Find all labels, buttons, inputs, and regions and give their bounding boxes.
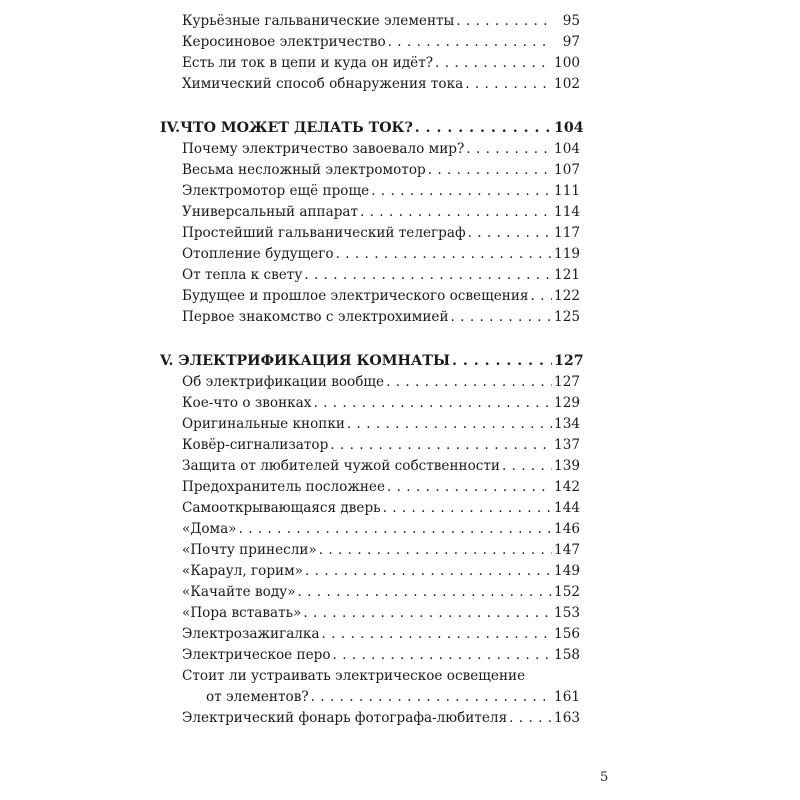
toc-entry[interactable] — [160, 307, 580, 328]
dot-leader — [452, 351, 552, 372]
entry-page: 137 — [554, 437, 580, 453]
toc-entry[interactable] — [160, 244, 580, 265]
entry-page: 144 — [554, 500, 580, 516]
toc-entry[interactable] — [160, 32, 580, 53]
entry-title: Предохранитель посложнее — [182, 479, 386, 495]
toc-entry-multiline-first[interactable] — [160, 666, 580, 687]
dot-leader — [304, 265, 552, 286]
toc-entry[interactable] — [160, 74, 580, 95]
dot-leader — [388, 32, 552, 53]
toc-entry[interactable] — [160, 202, 580, 223]
entry-page: 134 — [554, 416, 580, 432]
chapter-heading-5[interactable] — [160, 351, 584, 372]
toc-entry-multiline-second[interactable] — [160, 687, 580, 708]
chapter-title: IV.ЧТО МОЖЕТ ДЕЛАТЬ ТОК? — [160, 120, 413, 136]
chapter-heading-4[interactable] — [160, 118, 584, 139]
entry-page: 117 — [554, 225, 580, 241]
entry-page: 107 — [554, 162, 580, 178]
table-of-contents — [160, 11, 584, 729]
entry-page: 139 — [554, 458, 580, 474]
dot-leader — [333, 645, 552, 666]
entry-title: Универсальный аппарат — [182, 204, 359, 220]
entry-title: Почему электричество завоевало мир? — [182, 141, 465, 157]
toc-entry[interactable] — [160, 645, 580, 666]
entry-page: 146 — [554, 521, 580, 537]
entry-page: 100 — [554, 55, 580, 71]
entry-title: Ковёр-сигнализатор — [182, 437, 329, 453]
toc-entry[interactable] — [160, 393, 580, 414]
toc-entry[interactable] — [160, 414, 580, 435]
entry-title: Оригинальные кнопки — [182, 416, 345, 432]
dot-leader — [502, 456, 552, 477]
entry-title: Будущее и прошлое электрического освещения — [182, 288, 529, 304]
dot-leader — [330, 435, 552, 456]
entry-title: Курьёзные гальванические элементы — [182, 13, 455, 29]
dot-leader — [311, 687, 552, 708]
entry-page: 161 — [554, 689, 580, 705]
entry-title: Есть ли ток в цепи и куда он идёт? — [182, 55, 434, 71]
dot-leader — [387, 477, 552, 498]
dot-leader — [435, 53, 552, 74]
toc-entry[interactable] — [160, 11, 580, 32]
dot-leader — [303, 603, 552, 624]
toc-entry[interactable] — [160, 435, 580, 456]
entry-title: «Дома» — [182, 521, 237, 537]
entry-title: Электромотор ещё проще — [182, 183, 370, 199]
dot-leader — [305, 561, 552, 582]
entry-title: Отопление будущего — [182, 246, 334, 262]
entry-page: 114 — [554, 204, 580, 220]
dot-leader — [360, 202, 552, 223]
entry-page: 95 — [562, 13, 580, 29]
dot-leader — [509, 708, 552, 729]
entry-title: Электрический фонарь фотографа-любителя — [182, 710, 508, 726]
chapter-title: V. ЭЛЕКТРИФИКАЦИЯ КОМНАТЫ — [160, 353, 451, 369]
page-number: 5 — [600, 770, 609, 785]
entry-page: 127 — [554, 374, 580, 390]
dot-leader — [298, 582, 552, 603]
entry-title: Химический способ обнаружения тока — [182, 76, 464, 92]
toc-entry[interactable] — [160, 603, 580, 624]
entry-title: Защита от любителей чужой собственности — [182, 458, 500, 474]
entry-page: 129 — [554, 395, 580, 411]
dot-leader — [383, 498, 552, 519]
entry-title: Самооткрывающаяся дверь — [182, 500, 381, 516]
dot-leader — [428, 160, 552, 181]
entry-title: «Караул, горим» — [182, 563, 303, 579]
chapter-page: 104 — [554, 120, 584, 136]
entry-page: 122 — [554, 288, 580, 304]
toc-entry[interactable] — [160, 181, 580, 202]
dot-leader — [451, 307, 552, 328]
dot-leader — [322, 624, 552, 645]
section-gap — [160, 328, 580, 351]
entry-title: Простейший гальванический телеграф — [182, 225, 466, 241]
toc-entry[interactable] — [160, 53, 580, 74]
dot-leader — [456, 11, 552, 32]
toc-entry[interactable] — [160, 708, 580, 729]
entry-page: 125 — [554, 309, 580, 325]
entry-title: Керосиновое электричество — [182, 34, 386, 50]
dot-leader — [468, 223, 552, 244]
entry-page: 163 — [554, 710, 580, 726]
dot-leader — [530, 286, 552, 307]
entry-title: От тепла к свету — [182, 267, 303, 283]
toc-entry[interactable] — [160, 139, 580, 160]
dot-leader — [371, 181, 552, 202]
entry-title: Об электрификации вообще — [182, 374, 385, 390]
toc-entry[interactable] — [160, 456, 580, 477]
entry-page: 152 — [554, 584, 580, 600]
entry-title: «Почту принесли» — [182, 542, 317, 558]
dot-leader — [466, 139, 552, 160]
entry-title: Электрозажигалка — [182, 626, 320, 642]
dot-leader — [336, 244, 552, 265]
dot-leader — [386, 372, 552, 393]
entry-page: 156 — [554, 626, 580, 642]
dot-leader — [415, 118, 552, 139]
toc-entry[interactable] — [160, 223, 580, 244]
entry-page: 97 — [562, 34, 580, 50]
dot-leader — [465, 74, 552, 95]
dot-leader — [347, 414, 552, 435]
entry-title: Кое-что о звонках — [182, 395, 312, 411]
entry-title: Электрическое перо — [182, 647, 331, 663]
dot-leader — [239, 519, 552, 540]
entry-page: 147 — [554, 542, 580, 558]
entry-page: 104 — [554, 141, 580, 157]
dot-leader — [319, 540, 552, 561]
entry-title-line1: Стоит ли устраивать электрическое освещение — [182, 668, 526, 684]
toc-entry[interactable] — [160, 498, 580, 519]
entry-page: 153 — [554, 605, 580, 621]
section-gap — [160, 95, 580, 118]
entry-page: 111 — [554, 183, 580, 199]
dot-leader — [313, 393, 552, 414]
toc-entry[interactable] — [160, 477, 580, 498]
toc-entry[interactable] — [160, 286, 580, 307]
entry-title: Весьма несложный электромотор — [182, 162, 426, 178]
toc-entry[interactable] — [160, 582, 580, 603]
toc-entry[interactable] — [160, 519, 580, 540]
entry-page: 142 — [554, 479, 580, 495]
toc-entry[interactable] — [160, 265, 580, 286]
entry-page: 121 — [554, 267, 580, 283]
entry-page: 119 — [554, 246, 580, 262]
toc-entry[interactable] — [160, 160, 580, 181]
toc-entry[interactable] — [160, 561, 580, 582]
entry-title-line2: от элементов? — [206, 689, 309, 705]
toc-entry[interactable] — [160, 372, 580, 393]
entry-page: 158 — [554, 647, 580, 663]
toc-entry[interactable] — [160, 540, 580, 561]
toc-entry[interactable] — [160, 624, 580, 645]
chapter-page: 127 — [554, 353, 584, 369]
entry-page: 102 — [554, 76, 580, 92]
entry-page: 149 — [554, 563, 580, 579]
entry-title: «Пора вставать» — [182, 605, 302, 621]
entry-title: «Качайте воду» — [182, 584, 296, 600]
entry-title: Первое знакомство с электрохимией — [182, 309, 449, 325]
